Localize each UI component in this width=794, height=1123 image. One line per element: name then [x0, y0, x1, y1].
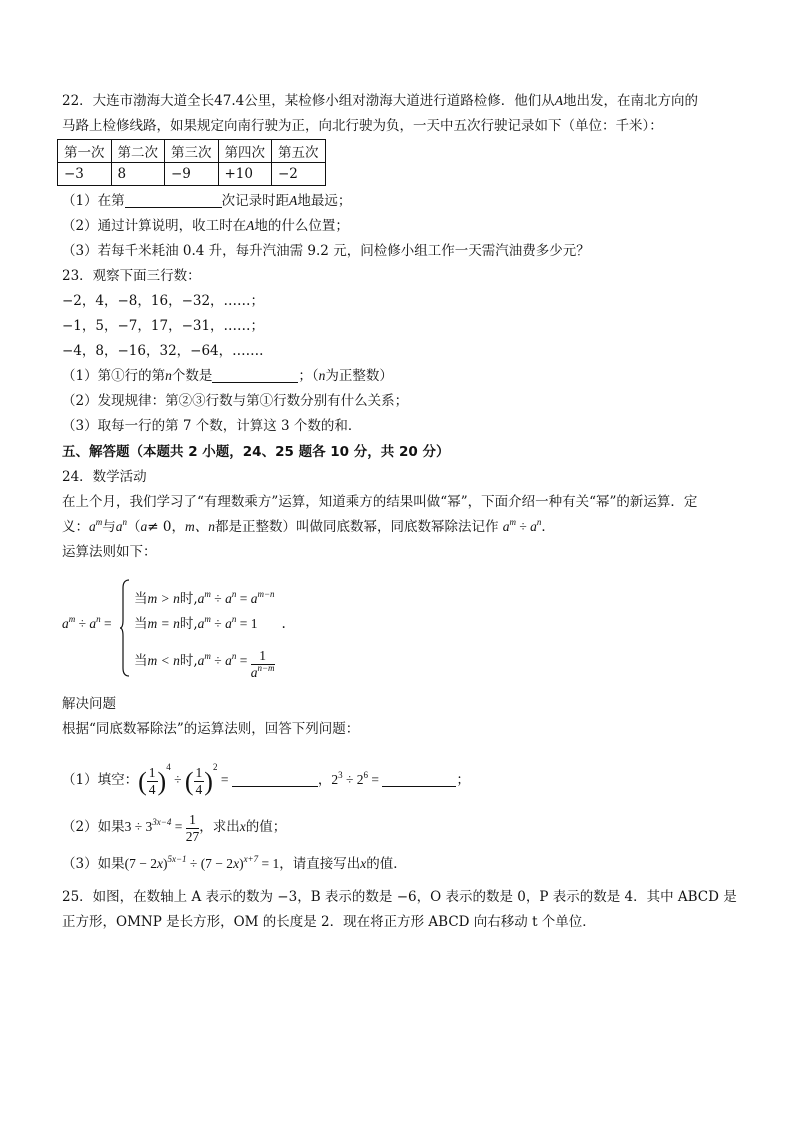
table-cell: 8	[111, 163, 165, 186]
table-cell: −2	[272, 163, 326, 186]
q24-part1: （1）填空：( $\frac{1}{4}$ )$^4$ ÷ ( $\frac{1}{4}$ )$^2$ = ，$2^3 \div 2^6$ = ；	[62, 762, 470, 797]
q24-rule-label: 运算法则如下：	[62, 544, 157, 560]
table-cell: −9	[165, 163, 219, 186]
q22-line2: 马路上检修线路，如果规定向南行驶为正，向北行驶为负，一天中五次行驶记录如下（单位：千米）：	[62, 118, 663, 134]
left-brace	[119, 578, 131, 678]
q22-line1: 22．大连市渤海大道全长47.4公里，某检修小组对渤海大道进行道路检修．他们从A地出发，在南北方向的	[62, 93, 698, 109]
q23-part2: （2）发现规律：第②③行数与第①行数分别有什么关系；	[62, 393, 409, 409]
q23-row2: −1，5，−7，17，−31，……；	[62, 318, 265, 334]
rule-case1: 当m > n时$,a^m \div a^n = a^{m-n}$	[134, 589, 275, 607]
table-header: 第二次	[111, 140, 165, 163]
q24-intro2: 义：$a^m$与$a^n(a\ne 0$，m、n都是正整数）叫做同底数幂，同底数幂除法记作 $a^m \div a^n$．	[62, 517, 555, 535]
answer-blank[interactable]	[212, 368, 298, 383]
q25-line2: 正方形，OMNP 是长方形，OM 的长度是 2．现在将正方形 ABCD 向右移动 t 个单位．	[62, 914, 596, 930]
q24-solve-title: 解决问题	[62, 696, 116, 712]
q22-part1: （1）在第 次记录时距A地最远；	[62, 193, 352, 209]
rule-lhs: $a^m \div a^n$ =	[62, 614, 112, 631]
q23-row3: −4，8，−16，32，−64，…….	[62, 343, 264, 359]
table-cell: −3	[58, 163, 112, 186]
answer-blank[interactable]	[125, 193, 222, 208]
q25-line1: 25．如图，在数轴上 A 表示的数为 −3，B 表示的数是 −6，O 表示的数是 0，P 表示的数是 4．其中 ABCD 是	[62, 889, 737, 905]
q24-solve-intro: 根据“同底数幂除法”的运算法则，回答下列问题：	[62, 721, 360, 737]
rule-case2: 当m = n时$,a^m \div a^n = 1$ .	[134, 614, 286, 632]
q23-title: 23．观察下面三行数：	[62, 268, 201, 284]
answer-blank[interactable]	[232, 772, 318, 787]
answer-blank[interactable]	[382, 772, 456, 787]
q23-row1: −2，4，−8，16，−32，……；	[62, 293, 265, 309]
table-cell: +10	[218, 163, 272, 186]
q24-intro1: 在上个月，我们学习了“有理数乘方”运算，知道乘方的结果叫做“幂”，下面介绍一种有关“幂”的新运算．定	[62, 494, 698, 510]
table-header: 第三次	[165, 140, 219, 163]
q22-part3: （3）若每千米耗油 0.4 升，每升汽油需 9.2 元，问检修小组工作一天需汽油费多少元？	[62, 243, 590, 259]
rule-case3: 当m < n时$,a^m \div a^n$ = $\frac{1}{a^{n-m}}$	[134, 648, 275, 680]
section-heading: 五、解答题（本题共 2 小题，24、25 题各 10 分，共 20 分）	[62, 444, 450, 460]
table-header: 第一次	[58, 140, 112, 163]
q24-part2: （2）如果$3 \div 3^{3x-4}$ = $\frac{1}{27}$ ，求出x的值；	[62, 812, 287, 844]
table-header: 第四次	[218, 140, 272, 163]
q22-part2: （2）通过计算说明，收工时在A地的什么位置；	[62, 218, 349, 234]
q24-part3: （3）如果$(7 - 2x)^{5x-1} \div (7 - 2x)^{x+7} = 1$，请直接写出x的值．	[62, 854, 407, 872]
q23-part1: （1）第①行的第n个数是 ；（n为正整数）	[62, 368, 393, 384]
q22-record-table	[57, 139, 326, 186]
q23-part3: （3）取每一行的第 7 个数，计算这 3 个数的和．	[62, 418, 362, 434]
q24-title: 24．数学活动	[62, 469, 147, 485]
table-header: 第五次	[272, 140, 326, 163]
